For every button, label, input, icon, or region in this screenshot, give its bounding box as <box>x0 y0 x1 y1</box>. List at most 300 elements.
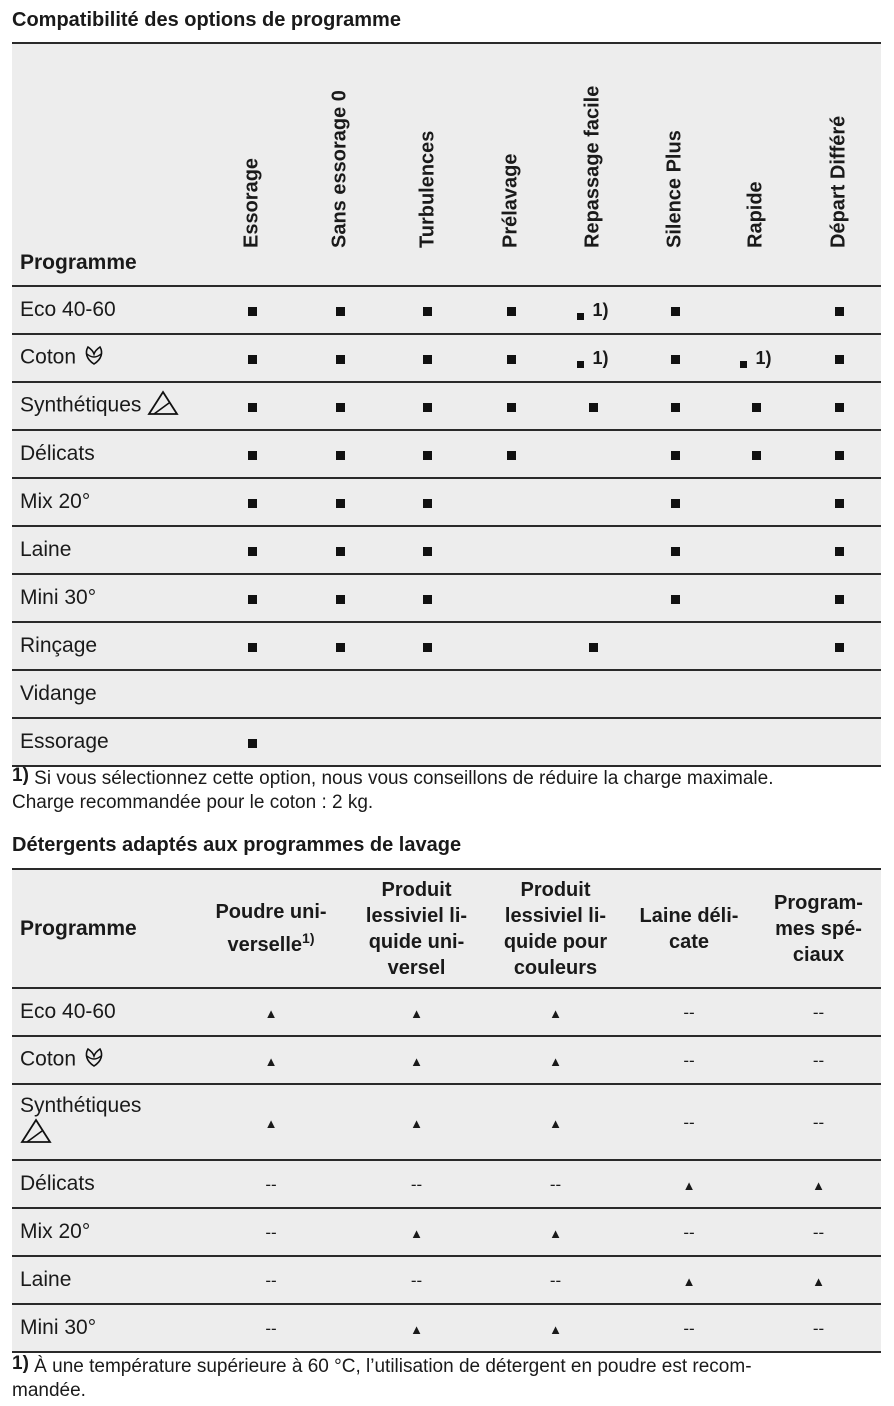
option-cell <box>635 382 715 430</box>
footnote-ref: 1) <box>302 930 315 946</box>
compatible-mark-icon <box>248 643 257 652</box>
detergent-cell <box>198 1304 344 1352</box>
detergent-cell <box>344 1084 489 1160</box>
compatible-mark-icon <box>835 499 844 508</box>
compatible-mark-icon <box>336 643 345 652</box>
table-row <box>12 430 881 478</box>
compatible-mark-icon <box>835 451 844 460</box>
compatible-mark-icon <box>671 451 680 460</box>
section1-footnote <box>12 764 882 815</box>
not-suitable-mark: -- <box>812 1113 825 1132</box>
compatible-mark-icon <box>423 451 432 460</box>
footnote-text-line1: À une température supérieure à 60 °C, l’utilisation de détergent en poudre est recom- <box>28 1356 752 1377</box>
option-cell <box>635 286 715 334</box>
footnote-marker: 1) <box>12 1353 29 1374</box>
table-row <box>12 670 881 718</box>
not-suitable-mark: -- <box>265 1319 277 1338</box>
suitable-mark: ▲ <box>549 1054 562 1069</box>
compatible-mark-icon <box>336 355 345 364</box>
table-row <box>12 622 881 670</box>
option-cell <box>715 526 797 574</box>
option-cell <box>384 478 471 526</box>
table-row <box>12 1160 881 1208</box>
option-cell <box>551 622 635 670</box>
option-cell <box>208 526 296 574</box>
eco-leaf-icon <box>82 343 106 373</box>
programme-cell <box>12 1160 198 1208</box>
option-cell <box>296 670 384 718</box>
option-cell <box>715 382 797 430</box>
not-suitable-mark: -- <box>410 1271 423 1290</box>
header-line: Program- <box>774 891 863 914</box>
option-cell <box>635 670 715 718</box>
not-suitable-mark: -- <box>683 1319 695 1338</box>
programme-cell <box>12 1304 198 1352</box>
detergent-cell <box>756 1256 881 1304</box>
option-cell <box>471 286 551 334</box>
compatible-mark-icon <box>589 643 598 652</box>
compatible-mark-icon <box>423 499 432 508</box>
detergent-cell <box>622 1084 756 1160</box>
header-detergent <box>198 869 344 988</box>
suitable-mark: ▲ <box>812 1178 825 1193</box>
programme-name: Synthétiques <box>20 1094 142 1117</box>
detergent-cell <box>489 988 622 1036</box>
option-label: Prélavage <box>499 153 522 248</box>
header-option <box>635 43 715 286</box>
compatible-mark-icon <box>671 355 680 364</box>
option-cell <box>715 718 797 766</box>
compatible-mark-icon <box>671 595 680 604</box>
programme-name: Délicats <box>20 1172 95 1195</box>
suitable-mark: ▲ <box>264 1006 278 1021</box>
option-cell <box>208 382 296 430</box>
compatible-mark-icon <box>336 403 345 412</box>
compatible-mark-icon <box>336 595 345 604</box>
table-row <box>12 478 881 526</box>
not-suitable-mark: -- <box>812 1003 825 1022</box>
header-line: Produit <box>520 878 591 901</box>
header-line: quide pour <box>503 930 608 953</box>
detergent-cell <box>198 1208 344 1256</box>
suitable-mark: ▲ <box>549 1226 562 1241</box>
header-line: versel <box>387 956 446 979</box>
option-cell <box>551 526 635 574</box>
compatible-mark-icon <box>671 403 680 412</box>
detergent-cell <box>622 1304 756 1352</box>
option-cell <box>797 670 881 718</box>
detergent-cell <box>622 1256 756 1304</box>
programme-name: Délicats <box>20 442 95 465</box>
footnote-ref: 1) <box>755 347 772 368</box>
option-cell <box>471 382 551 430</box>
compatible-mark-icon <box>589 403 598 412</box>
compatible-mark-icon <box>835 547 844 556</box>
option-cell <box>797 430 881 478</box>
option-cell <box>296 478 384 526</box>
compatible-mark-icon <box>423 307 432 316</box>
detergent-cell <box>198 1084 344 1160</box>
header-line: mes spé- <box>775 917 862 940</box>
programme-name: Synthétiques <box>20 393 142 417</box>
option-cell <box>296 286 384 334</box>
programme-cell <box>12 1256 198 1304</box>
programme-name: Rinçage <box>20 634 98 657</box>
option-label: Turbulences <box>416 130 438 248</box>
option-label: Silence Plus <box>663 130 686 248</box>
programme-name: Mix 20° <box>20 490 91 513</box>
header-option <box>471 43 551 286</box>
detergent-cell <box>344 1160 489 1208</box>
option-cell <box>715 622 797 670</box>
table-row <box>12 1256 881 1304</box>
detergent-cell <box>756 1036 881 1084</box>
section2-title: Détergents adaptés aux programmes de lavage <box>12 834 462 856</box>
programme-name: Laine <box>20 1268 72 1291</box>
detergent-cell <box>489 1208 622 1256</box>
option-cell <box>797 526 881 574</box>
not-suitable-mark: -- <box>683 1223 695 1242</box>
option-cell <box>384 622 471 670</box>
table-row <box>12 718 881 766</box>
compatible-mark-icon <box>336 547 345 556</box>
header-option <box>797 43 881 286</box>
suitable-mark: ▲ <box>812 1274 825 1289</box>
footnote-marker: 1) <box>12 765 29 786</box>
option-cell <box>296 382 384 430</box>
programme-cell <box>12 430 208 478</box>
option-cell <box>384 574 471 622</box>
option-cell <box>471 574 551 622</box>
option-cell <box>797 286 881 334</box>
table-header-row <box>12 869 881 988</box>
header-option <box>296 43 384 286</box>
compatible-mark-icon <box>423 403 432 412</box>
option-cell <box>471 526 551 574</box>
compatible-mark-icon <box>835 307 844 316</box>
detergent-cell <box>489 1304 622 1352</box>
footnote-ref: 1) <box>592 299 609 320</box>
suitable-mark: ▲ <box>549 1116 562 1131</box>
programme-name: Mini 30° <box>20 1316 97 1339</box>
footnote-text-line2: Charge recommandée pour le coton : 2 kg. <box>12 792 374 813</box>
option-cell <box>384 382 471 430</box>
programme-cell <box>12 286 208 334</box>
programme-name: Mix 20° <box>20 1220 91 1243</box>
option-cell <box>797 478 881 526</box>
detergent-cell <box>622 1036 756 1084</box>
option-cell <box>296 526 384 574</box>
option-cell <box>797 334 881 382</box>
programme-name: Essorage <box>20 730 109 753</box>
compatible-mark-icon <box>835 355 844 364</box>
header-line: cate <box>668 930 710 953</box>
compatible-mark-icon <box>248 403 257 412</box>
option-cell <box>635 622 715 670</box>
header-line: quide uni- <box>368 930 465 953</box>
compatible-mark-icon <box>248 499 257 508</box>
option-cell <box>471 718 551 766</box>
option-cell <box>471 478 551 526</box>
option-cell <box>551 718 635 766</box>
detergent-cell <box>198 1256 344 1304</box>
compatible-mark-icon <box>507 451 516 460</box>
programme-cell <box>12 718 208 766</box>
option-cell <box>635 430 715 478</box>
compatible-mark-icon <box>577 313 584 320</box>
eco-leaf-icon <box>82 1045 106 1075</box>
option-cell <box>471 670 551 718</box>
header-detergent <box>756 869 881 988</box>
footnote-text-line1: Si vous sélectionnez cette option, nous vous conseillons de réduire la charge maximale. <box>28 768 774 789</box>
detergent-cell <box>489 1084 622 1160</box>
table-row <box>12 286 881 334</box>
compatible-mark-icon <box>423 547 432 556</box>
compatible-mark-icon <box>336 451 345 460</box>
option-cell <box>551 286 635 334</box>
option-cell <box>384 286 471 334</box>
detergent-cell <box>344 988 489 1036</box>
programme-cell <box>12 1084 198 1160</box>
detergent-cell <box>756 988 881 1036</box>
option-cell <box>797 574 881 622</box>
detergent-cell <box>344 1208 489 1256</box>
option-cell <box>715 478 797 526</box>
option-cell <box>471 622 551 670</box>
table-row <box>12 1036 881 1084</box>
programme-cell <box>12 382 208 430</box>
programme-name: Laine <box>20 538 72 561</box>
option-cell <box>208 478 296 526</box>
option-cell <box>208 334 296 382</box>
compatible-mark-icon <box>248 547 257 556</box>
header-detergent <box>622 869 756 988</box>
section2-footnote <box>12 1352 882 1403</box>
header-detergent <box>344 869 489 988</box>
compatible-mark-icon <box>577 361 584 368</box>
programme-name: Eco 40-60 <box>20 298 116 321</box>
detergent-cell <box>756 1208 881 1256</box>
option-cell <box>715 430 797 478</box>
option-cell <box>635 334 715 382</box>
option-cell <box>296 430 384 478</box>
suitable-mark: ▲ <box>549 1006 562 1021</box>
compatible-mark-icon <box>752 403 761 412</box>
compatible-mark-icon <box>423 595 432 604</box>
not-suitable-mark: -- <box>683 1051 695 1070</box>
suitable-mark: ▲ <box>410 1116 423 1131</box>
option-cell <box>635 718 715 766</box>
option-cell <box>551 430 635 478</box>
not-suitable-mark: -- <box>265 1223 277 1242</box>
table-row <box>12 382 881 430</box>
compatible-mark-icon <box>248 451 257 460</box>
option-cell <box>208 430 296 478</box>
option-cell <box>208 286 296 334</box>
compatible-mark-icon <box>671 307 680 316</box>
table-row <box>12 1208 881 1256</box>
compatible-mark-icon <box>248 307 257 316</box>
table-row <box>12 1084 881 1160</box>
programme-name: Coton <box>20 1047 77 1071</box>
programme-name: Eco 40-60 <box>20 1000 116 1023</box>
compatible-mark-icon <box>248 739 257 748</box>
detergent-cell <box>198 988 344 1036</box>
suitable-mark: ▲ <box>682 1178 696 1193</box>
compatible-mark-icon <box>671 547 680 556</box>
header-line: lessiviel li- <box>504 904 607 927</box>
header-option <box>551 43 635 286</box>
option-cell <box>551 574 635 622</box>
compatible-mark-icon <box>336 307 345 316</box>
detergent-cell <box>344 1036 489 1084</box>
not-suitable-mark: -- <box>812 1319 825 1338</box>
option-cell <box>384 670 471 718</box>
header-detergent <box>489 869 622 988</box>
detergent-cell <box>756 1160 881 1208</box>
compatible-mark-icon <box>423 643 432 652</box>
suitable-mark: ▲ <box>410 1006 423 1021</box>
option-cell <box>715 574 797 622</box>
option-cell <box>551 670 635 718</box>
programme-cell <box>12 574 208 622</box>
header-line: couleurs <box>513 956 598 979</box>
detergent-cell <box>489 1036 622 1084</box>
compatible-mark-icon <box>740 361 747 368</box>
programme-cell <box>12 988 198 1036</box>
option-cell <box>208 718 296 766</box>
detergent-cell <box>489 1160 622 1208</box>
programme-cell <box>12 622 208 670</box>
compatible-mark-icon <box>248 595 257 604</box>
detergent-cell <box>756 1304 881 1352</box>
footnote-text-line2: mandée. <box>12 1380 86 1401</box>
option-cell <box>635 574 715 622</box>
detergent-cell <box>756 1084 881 1160</box>
option-cell <box>384 430 471 478</box>
option-cell <box>551 478 635 526</box>
triangle-icon <box>147 390 179 422</box>
programme-cell <box>12 670 208 718</box>
table-row <box>12 526 881 574</box>
option-cell <box>715 670 797 718</box>
not-suitable-mark: -- <box>549 1175 562 1194</box>
header-programme: Programme <box>12 869 198 988</box>
programme-cell <box>12 1208 198 1256</box>
option-cell <box>797 382 881 430</box>
option-cell <box>715 334 797 382</box>
header-option <box>384 43 471 286</box>
option-label: Essorage <box>240 157 263 248</box>
suitable-mark: ▲ <box>410 1322 423 1337</box>
header-option <box>715 43 797 286</box>
footnote-ref: 1) <box>592 347 609 368</box>
compatible-mark-icon <box>835 643 844 652</box>
detergent-cell <box>344 1256 489 1304</box>
option-cell <box>471 430 551 478</box>
programme-cell <box>12 1036 198 1084</box>
option-cell <box>797 622 881 670</box>
suitable-mark: ▲ <box>410 1226 423 1241</box>
detergent-cell <box>489 1256 622 1304</box>
option-cell <box>471 334 551 382</box>
table-row <box>12 574 881 622</box>
option-cell <box>384 334 471 382</box>
table-row <box>12 1304 881 1352</box>
detergent-cell <box>622 1160 756 1208</box>
header-programme: Programme <box>12 43 208 286</box>
not-suitable-mark: -- <box>812 1051 825 1070</box>
header-line: Produit <box>381 878 452 901</box>
option-cell <box>384 526 471 574</box>
option-cell <box>296 574 384 622</box>
programme-name: Coton <box>20 345 77 369</box>
programme-cell <box>12 478 208 526</box>
compatible-mark-icon <box>752 451 761 460</box>
option-cell <box>551 382 635 430</box>
option-cell <box>208 622 296 670</box>
not-suitable-mark: -- <box>549 1271 562 1290</box>
detergent-cell <box>622 988 756 1036</box>
not-suitable-mark: -- <box>410 1175 423 1194</box>
header-option <box>208 43 296 286</box>
option-cell <box>208 670 296 718</box>
compatible-mark-icon <box>336 499 345 508</box>
option-label: Sans essorage 0 <box>328 90 351 248</box>
option-cell <box>296 622 384 670</box>
not-suitable-mark: -- <box>265 1175 277 1194</box>
compatible-mark-icon <box>248 355 257 364</box>
suitable-mark: ▲ <box>549 1322 562 1337</box>
suitable-mark: ▲ <box>264 1054 278 1069</box>
header-line: Laine déli- <box>639 904 739 927</box>
compatible-mark-icon <box>671 499 680 508</box>
detergent-cell <box>622 1208 756 1256</box>
compatible-mark-icon <box>507 307 516 316</box>
option-cell <box>384 718 471 766</box>
header-line: Poudre uni- <box>215 901 327 923</box>
compatible-mark-icon <box>835 595 844 604</box>
option-cell <box>208 574 296 622</box>
option-cell <box>635 526 715 574</box>
option-label: Rapide <box>744 181 767 248</box>
triangle-icon <box>20 1118 52 1150</box>
option-label: Repassage facile <box>581 85 604 248</box>
option-label: Départ Différé <box>827 115 850 248</box>
compatible-mark-icon <box>507 403 516 412</box>
not-suitable-mark: -- <box>265 1271 277 1290</box>
option-cell <box>296 334 384 382</box>
options-compatibility-table <box>12 42 881 767</box>
programme-cell <box>12 526 208 574</box>
programme-cell <box>12 334 208 382</box>
header-line: ciaux <box>792 943 845 966</box>
not-suitable-mark: -- <box>683 1003 695 1022</box>
detergent-cell <box>344 1304 489 1352</box>
option-cell <box>296 718 384 766</box>
section1-title: Compatibilité des options de programme <box>12 9 401 31</box>
header-line: verselle <box>227 934 303 956</box>
compatible-mark-icon <box>423 355 432 364</box>
suitable-mark: ▲ <box>682 1274 696 1289</box>
programme-name: Mini 30° <box>20 586 97 609</box>
compatible-mark-icon <box>835 403 844 412</box>
not-suitable-mark: -- <box>683 1113 695 1132</box>
suitable-mark: ▲ <box>410 1054 423 1069</box>
table-row <box>12 988 881 1036</box>
option-cell <box>635 478 715 526</box>
compatible-mark-icon <box>507 355 516 364</box>
